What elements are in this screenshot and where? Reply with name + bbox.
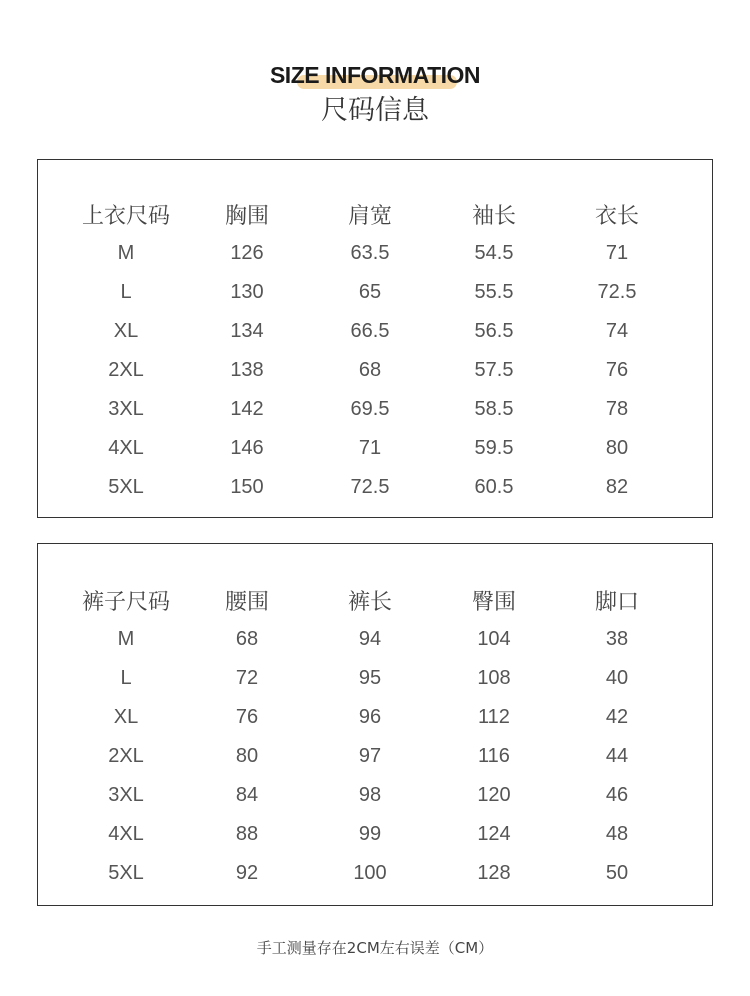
table-cell: 72.5 (597, 281, 637, 303)
table-cell: 99 (358, 823, 382, 845)
table-header-row (38, 580, 712, 620)
table-cell: 5XL (108, 476, 144, 498)
table-cell: 80 (235, 745, 259, 767)
table-cell: 55.5 (474, 281, 514, 303)
table-cell: 68 (235, 628, 259, 650)
table-cell: 88 (235, 823, 259, 845)
table-cell: 128 (477, 862, 511, 884)
table-cell: 138 (230, 359, 264, 381)
table-cell: 76 (235, 706, 259, 728)
column-header: 胸围 (224, 203, 269, 229)
table-cell: 82 (605, 476, 629, 498)
table-header-row (38, 194, 712, 234)
table-row (38, 234, 712, 273)
table-cell: 5XL (108, 862, 144, 884)
table-cell: 71 (358, 437, 382, 459)
table-row (38, 273, 712, 312)
table-cell: 150 (230, 476, 264, 498)
table-cell: 108 (477, 667, 511, 689)
top-size-grid (38, 194, 712, 507)
table-cell: 2XL (108, 745, 144, 767)
measurement-note: 手工测量存在2CM左右误差（CM） (256, 939, 494, 957)
table-cell: 120 (477, 784, 511, 806)
column-header: 上衣尺码 (81, 203, 170, 229)
table-cell: 126 (230, 242, 264, 264)
table-cell: 40 (605, 667, 629, 689)
table-cell: XL (113, 320, 139, 342)
table-cell: 56.5 (474, 320, 514, 342)
column-header: 腰围 (224, 589, 269, 615)
table-cell: 69.5 (350, 398, 390, 420)
page-title-en: SIZE INFORMATION (269, 62, 481, 88)
table-cell: 84 (235, 784, 259, 806)
table-cell: 58.5 (474, 398, 514, 420)
table-row (38, 312, 712, 351)
column-header: 裤子尺码 (81, 589, 170, 615)
column-header: 臀围 (471, 589, 516, 615)
table-row (38, 737, 712, 776)
table-cell: 76 (605, 359, 629, 381)
table-cell: 68 (358, 359, 382, 381)
table-cell: 4XL (108, 823, 144, 845)
table-cell: 3XL (108, 784, 144, 806)
table-cell: 38 (605, 628, 629, 650)
table-row (38, 620, 712, 659)
table-row (38, 854, 712, 893)
table-cell: M (117, 628, 135, 650)
table-cell: 3XL (108, 398, 144, 420)
table-cell: 4XL (108, 437, 144, 459)
table-cell: 130 (230, 281, 264, 303)
table-cell: 44 (605, 745, 629, 767)
table-cell: 134 (230, 320, 264, 342)
table-cell: 100 (353, 862, 387, 884)
column-header: 肩宽 (347, 203, 392, 229)
table-row (38, 468, 712, 507)
top-size-table (37, 159, 713, 518)
table-row (38, 429, 712, 468)
table-cell: 72.5 (350, 476, 390, 498)
page-header (0, 58, 750, 128)
table-cell: 146 (230, 437, 264, 459)
column-header: 衣长 (594, 203, 639, 229)
table-cell: 78 (605, 398, 629, 420)
table-cell: 124 (477, 823, 511, 845)
table-cell: XL (113, 706, 139, 728)
table-cell: 74 (605, 320, 629, 342)
table-row (38, 815, 712, 854)
table-row (38, 390, 712, 429)
table-cell: 92 (235, 862, 259, 884)
table-cell: 65 (358, 281, 382, 303)
table-cell: 71 (605, 242, 629, 264)
table-cell: 2XL (108, 359, 144, 381)
table-cell: 50 (605, 862, 629, 884)
table-cell: 98 (358, 784, 382, 806)
table-row (38, 659, 712, 698)
column-header: 裤长 (347, 589, 392, 615)
table-cell: 95 (358, 667, 382, 689)
table-cell: 112 (478, 706, 510, 728)
table-cell: 60.5 (474, 476, 514, 498)
column-header: 脚口 (594, 589, 639, 615)
table-cell: 94 (358, 628, 382, 650)
column-header: 袖长 (471, 203, 516, 229)
table-cell: 46 (605, 784, 629, 806)
table-cell: 104 (477, 628, 511, 650)
table-cell: 66.5 (350, 320, 390, 342)
table-cell: L (120, 667, 132, 689)
table-cell: 42 (605, 706, 629, 728)
table-row (38, 776, 712, 815)
table-cell: 80 (605, 437, 629, 459)
table-cell: 97 (358, 745, 382, 767)
table-cell: 72 (235, 667, 259, 689)
table-cell: M (117, 242, 135, 264)
table-cell: 59.5 (474, 437, 514, 459)
table-row (38, 698, 712, 737)
table-cell: 54.5 (474, 242, 514, 264)
table-cell: 96 (358, 706, 382, 728)
table-cell: 57.5 (474, 359, 514, 381)
table-cell: L (120, 281, 132, 303)
bottom-size-grid (38, 580, 712, 893)
page-title-cn: 尺码信息 (321, 95, 429, 126)
table-cell: 142 (230, 398, 264, 420)
table-row (38, 351, 712, 390)
table-cell: 48 (605, 823, 629, 845)
table-cell: 63.5 (350, 242, 390, 264)
bottom-size-table (37, 543, 713, 906)
table-cell: 116 (478, 745, 510, 767)
